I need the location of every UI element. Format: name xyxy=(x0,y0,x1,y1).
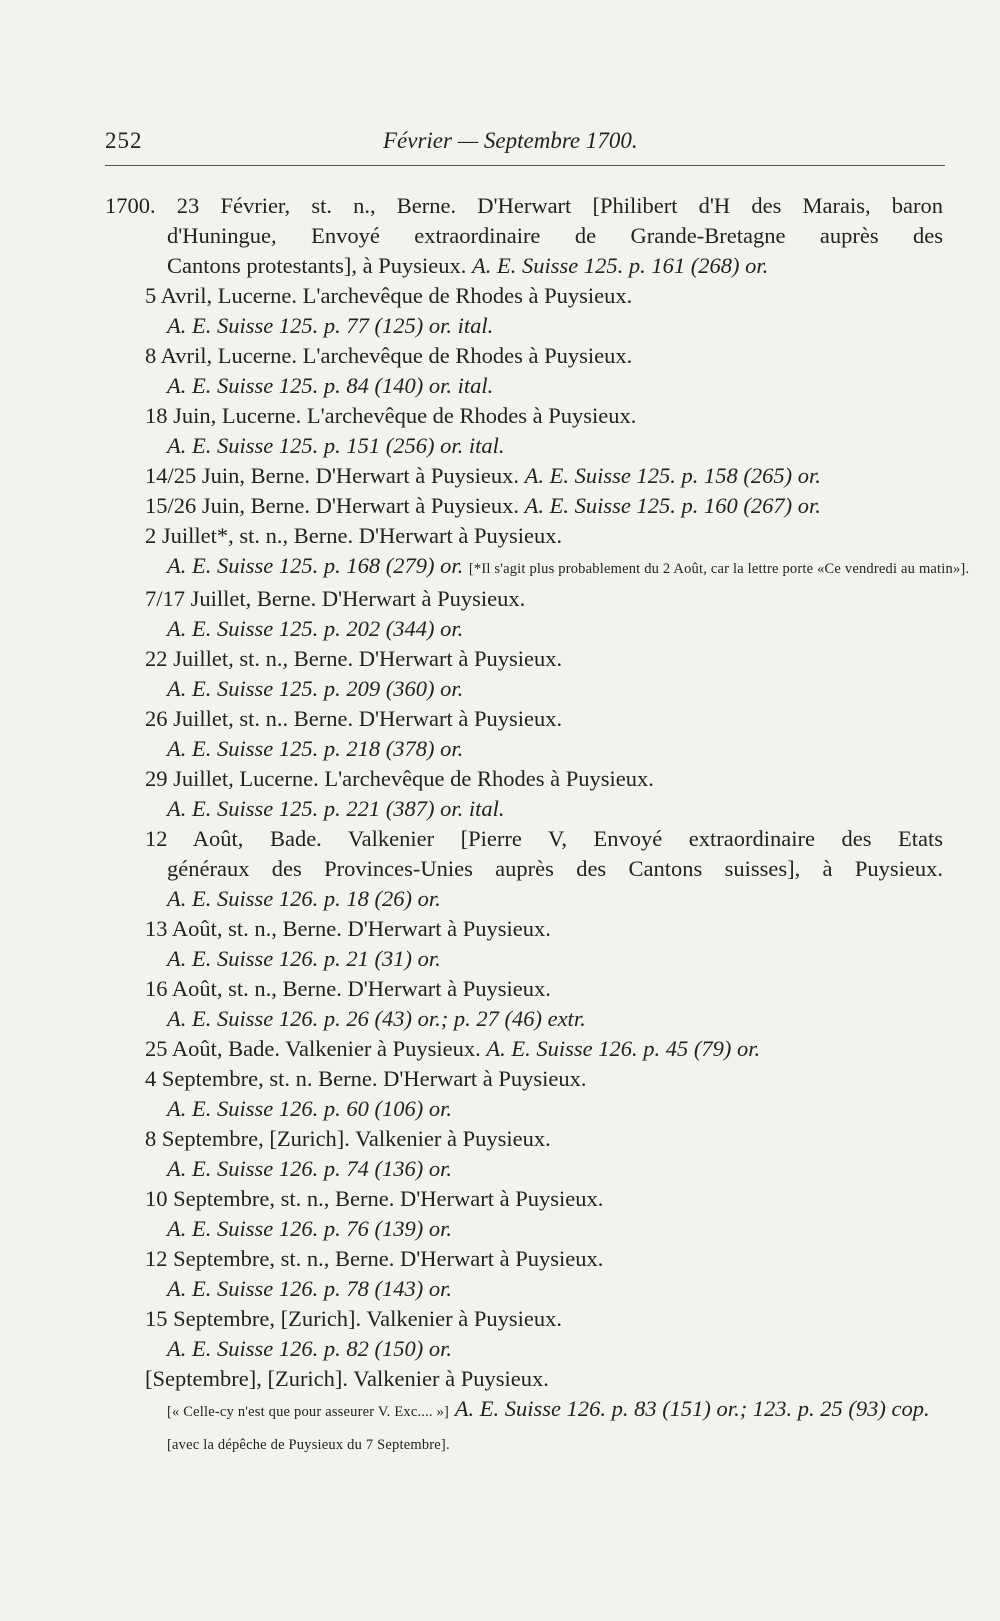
page-header xyxy=(105,128,945,160)
list-item xyxy=(105,491,943,521)
entry-line: 5 Avril, Lucerne. L'archevêque de Rhodes à Puysieux. xyxy=(145,283,633,308)
archive-reference: A. E. Suisse 126. p. 45 (79) or. xyxy=(486,1036,761,1061)
archive-reference: A. E. Suisse 125. p. 218 (378) or. xyxy=(167,736,464,761)
archive-reference: A. E. Suisse 125. p. 168 (279) or. xyxy=(167,553,464,578)
entry-line: 12 Août, Bade. Valkenier [Pierre V, Envoyé extraordinaire des Etats xyxy=(145,826,943,851)
footnote: [*Il s'agit plus probablement du 2 Août, car la lettre porte «Ce vendredi au matin»]. xyxy=(468,561,970,577)
entry-line: 1700. 23 Février, st. n., Berne. D'Herwart [Philibert d'H des Marais, baron xyxy=(105,193,943,218)
entry-line: 16 Août, st. n., Berne. D'Herwart à Puysieux. xyxy=(145,976,551,1001)
archive-reference: A. E. Suisse 126. p. 26 (43) or.; p. 27 (46) extr. xyxy=(167,1006,586,1031)
list-item xyxy=(105,704,943,764)
list-item xyxy=(105,281,943,341)
list-item xyxy=(105,914,943,974)
entry-line: 13 Août, st. n., Berne. D'Herwart à Puysieux. xyxy=(145,916,551,941)
page-number: 252 xyxy=(105,128,143,153)
archive-reference: A. E. Suisse 125. p. 151 (256) or. ital. xyxy=(167,433,505,458)
archive-reference: A. E. Suisse 125. p. 84 (140) or. ital. xyxy=(167,373,494,398)
archive-reference: A. E. Suisse 126. p. 82 (150) or. xyxy=(167,1336,452,1361)
entry-line: 4 Septembre, st. n. Berne. D'Herwart à Puysieux. xyxy=(145,1066,587,1091)
entry-line: 8 Avril, Lucerne. L'archevêque de Rhodes à Puysieux. xyxy=(145,343,633,368)
archive-reference: A. E. Suisse 125. p. 77 (125) or. ital. xyxy=(167,313,494,338)
list-item xyxy=(105,974,943,1034)
archive-reference: A. E. Suisse 125. p. 161 (268) or. xyxy=(471,253,769,278)
archive-reference: A. E. Suisse 126. p. 21 (31) or. xyxy=(167,946,441,971)
list-item xyxy=(105,1124,943,1184)
archive-reference: A. E. Suisse 126. p. 74 (136) or. xyxy=(167,1156,452,1181)
list-item xyxy=(105,1364,943,1460)
archive-reference: A. E. Suisse 125. p. 209 (360) or. xyxy=(167,676,464,701)
entry-list xyxy=(105,191,970,1460)
entry-line: 15/26 Juin, Berne. D'Herwart à Puysieux. xyxy=(145,493,519,518)
list-item xyxy=(105,824,943,914)
list-item xyxy=(105,764,943,824)
archive-reference: A. E. Suisse 126. p. 76 (139) or. xyxy=(167,1216,452,1241)
running-title: Février — Septembre 1700. xyxy=(383,128,638,153)
list-item xyxy=(105,191,943,281)
footnote: [« Celle-cy n'est que pour asseurer V. Exc.... »] xyxy=(167,1404,450,1420)
archive-reference: A. E. Suisse 126. p. 78 (143) or. xyxy=(167,1276,452,1301)
entry-line: généraux des Provinces-Unies auprès des Cantons suisses], à Puysieux. xyxy=(167,856,943,881)
archive-reference: A. E. Suisse 125. p. 158 (265) or. xyxy=(524,463,821,488)
list-item xyxy=(105,1064,943,1124)
entry-line: d'Huningue, Envoyé extraordinaire de Grande-Bretagne auprès des xyxy=(167,223,943,248)
entry-line: 29 Juillet, Lucerne. L'archevêque de Rhodes à Puysieux. xyxy=(145,766,654,791)
entry-line: 14/25 Juin, Berne. D'Herwart à Puysieux. xyxy=(145,463,519,488)
header-rule xyxy=(105,165,945,166)
list-item xyxy=(105,644,943,704)
entry-line: 18 Juin, Lucerne. L'archevêque de Rhodes à Puysieux. xyxy=(145,403,637,428)
list-item xyxy=(105,584,943,644)
entry-line: [Septembre], [Zurich]. Valkenier à Puysieux. xyxy=(145,1366,549,1391)
archive-reference: A. E. Suisse 125. p. 160 (267) or. xyxy=(524,493,821,518)
entry-line: 8 Septembre, [Zurich]. Valkenier à Puysieux. xyxy=(145,1126,551,1151)
entry-line: 12 Septembre, st. n., Berne. D'Herwart à Puysieux. xyxy=(145,1246,604,1271)
list-item xyxy=(105,1244,943,1304)
archive-reference: A. E. Suisse 126. p. 60 (106) or. xyxy=(167,1096,452,1121)
archive-reference: A. E. Suisse 125. p. 221 (387) or. ital. xyxy=(167,796,505,821)
entry-line: 2 Juillet*, st. n., Berne. D'Herwart à Puysieux. xyxy=(145,523,563,548)
footnote: [avec la dépêche de Puysieux du 7 Septembre]. xyxy=(167,1437,450,1453)
archive-reference: A. E. Suisse 126. p. 83 (151) or.; 123. p. 25 (93) cop. xyxy=(454,1396,930,1421)
archive-reference: A. E. Suisse 126. p. 18 (26) or. xyxy=(167,886,441,911)
entry-line: 22 Juillet, st. n., Berne. D'Herwart à Puysieux. xyxy=(145,646,563,671)
list-item xyxy=(105,1304,943,1364)
archive-reference: A. E. Suisse 125. p. 202 (344) or. xyxy=(167,616,464,641)
entry-line: 7/17 Juillet, Berne. D'Herwart à Puysieux. xyxy=(145,586,526,611)
list-item xyxy=(105,401,943,461)
list-item xyxy=(105,521,970,584)
entry-line: 10 Septembre, st. n., Berne. D'Herwart à Puysieux. xyxy=(145,1186,604,1211)
entry-line: 15 Septembre, [Zurich]. Valkenier à Puysieux. xyxy=(145,1306,562,1331)
entry-line: 26 Juillet, st. n.. Berne. D'Herwart à Puysieux. xyxy=(145,706,563,731)
entry-line: Cantons protestants], à Puysieux. xyxy=(167,253,467,278)
list-item xyxy=(105,1184,943,1244)
entry-line: 25 Août, Bade. Valkenier à Puysieux. xyxy=(145,1036,481,1061)
list-item xyxy=(105,461,943,491)
list-item xyxy=(105,1034,943,1064)
list-item xyxy=(105,341,943,401)
